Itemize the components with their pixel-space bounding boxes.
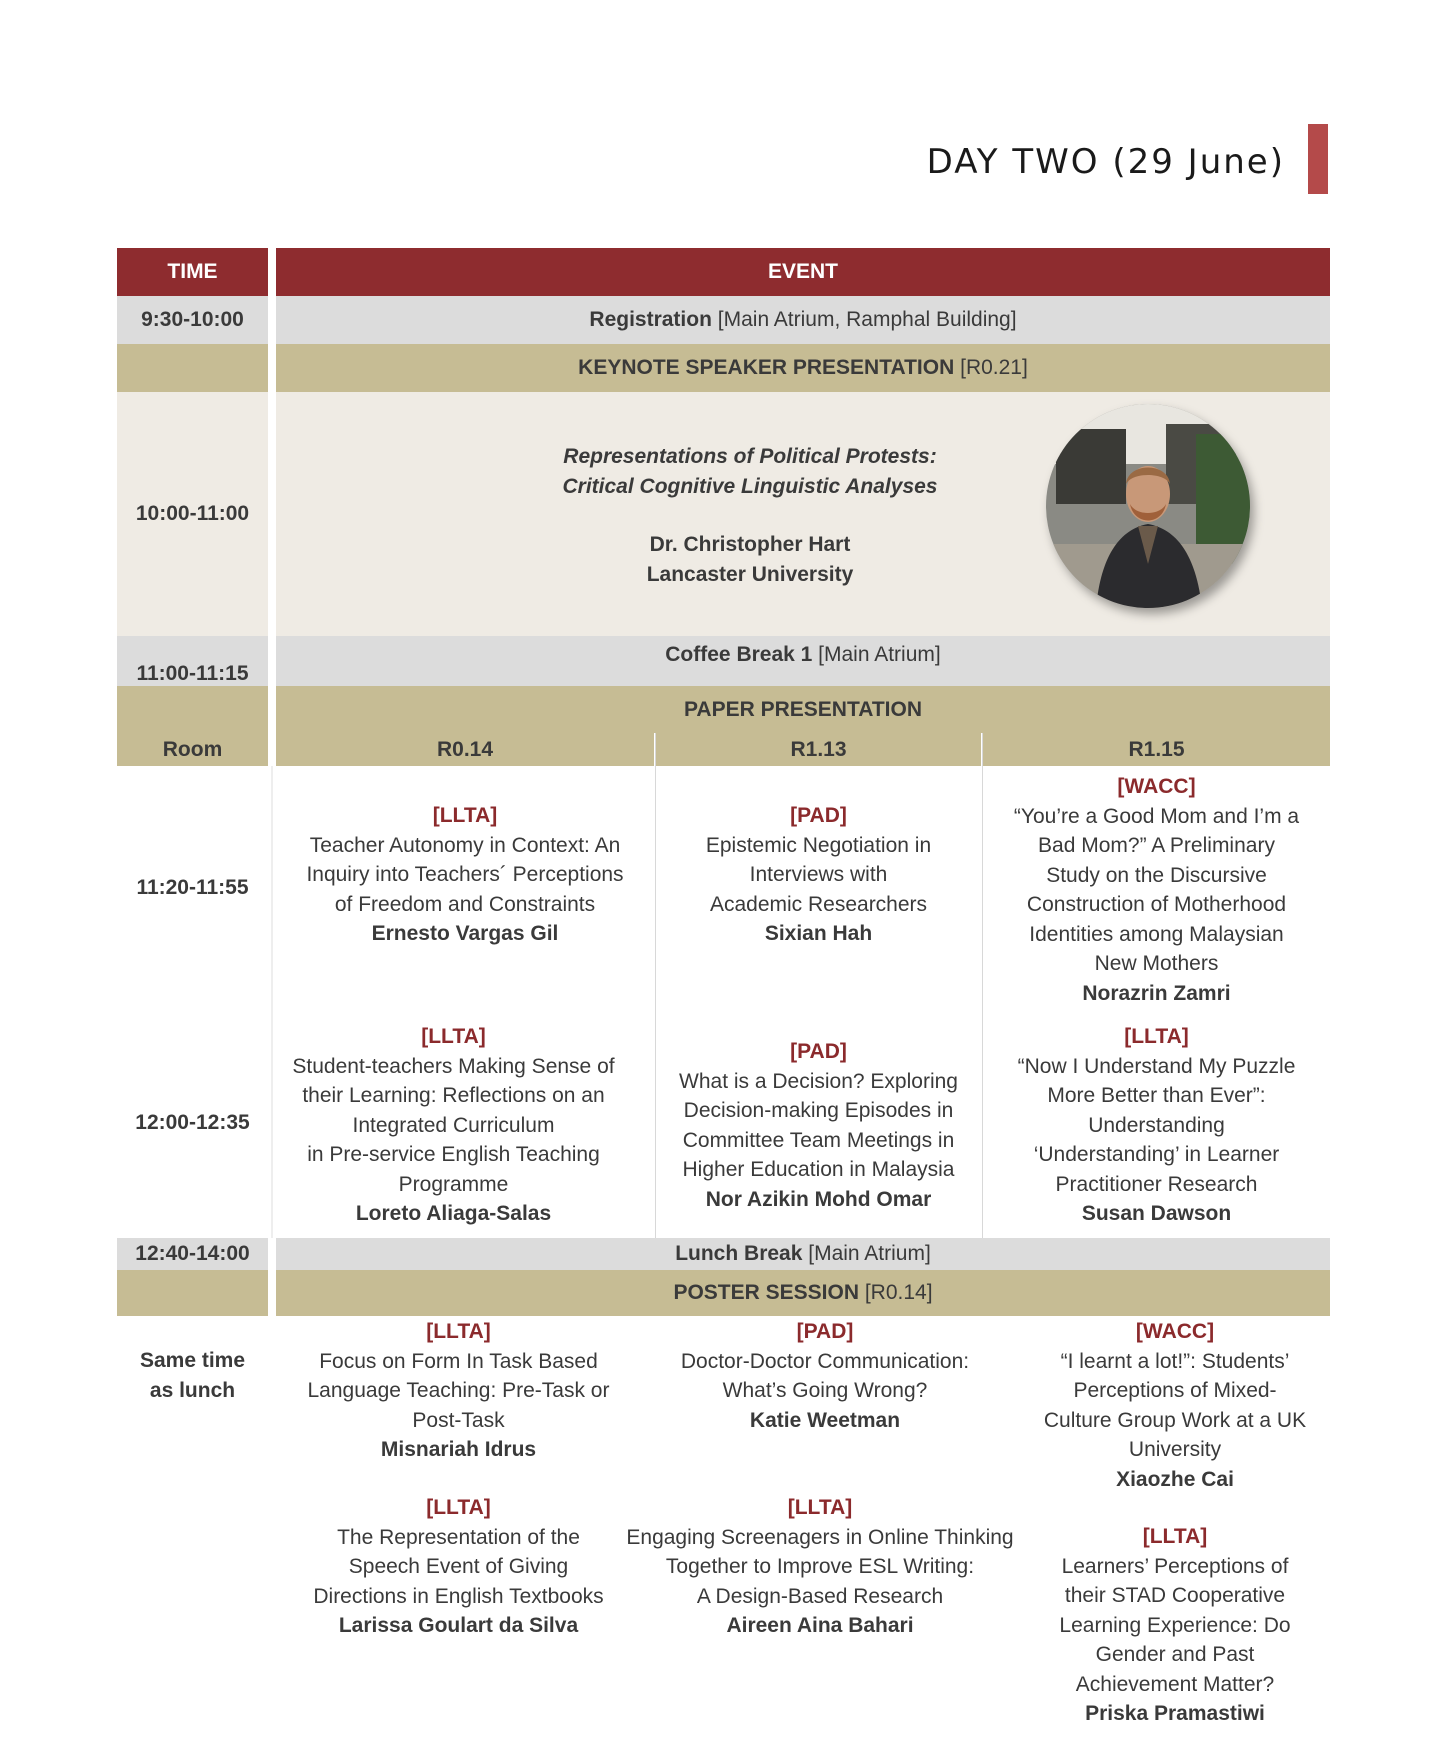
coffee-location: [Main Atrium]: [818, 643, 941, 666]
talk-title-line: Practitioner Research: [1055, 1172, 1258, 1196]
poster-author: Aireen Aina Bahari: [726, 1614, 914, 1637]
poster-author: Katie Weetman: [749, 1408, 901, 1432]
poster-title-line: Doctor-Doctor Communication:: [680, 1349, 970, 1373]
keynote-title-line-2: Critical Cognitive Linguistic Analyses: [562, 474, 938, 498]
header-event: EVENT: [276, 248, 1330, 296]
page-title: DAY TWO (29 June): [926, 142, 1285, 182]
talk-slot2-r115: [983, 1022, 1330, 1229]
talk-author: Nor Azikin Mohd Omar: [705, 1187, 932, 1211]
speaker-photo: [1046, 404, 1250, 608]
talk-title-line: More Better than Ever”:: [1047, 1084, 1266, 1107]
talk-title-line: their Learning: Reflections on an: [302, 1084, 605, 1107]
poster-title-line: Engaging Screenagers in Online Thinking: [626, 1525, 1014, 1549]
poster-author: Priska Pramastiwi: [1085, 1702, 1265, 1725]
talk-author: Loreto Aliaga-Salas: [355, 1202, 552, 1225]
poster-time-line: as lunch: [149, 1378, 236, 1402]
talk-slot1-r115: [983, 772, 1330, 1008]
paper-label: PAPER PRESENTATION: [276, 686, 1330, 733]
poster-title-line: What’s Going Wrong?: [722, 1379, 928, 1402]
poster-title-line: Achievement Matter?: [1075, 1672, 1275, 1696]
poster-author: Xiaozhe Cai: [1116, 1467, 1234, 1491]
talk-title-line: Bad Mom?” A Preliminary: [1038, 834, 1275, 857]
poster-label: [276, 1270, 1330, 1316]
poster-time: [117, 1346, 268, 1405]
talk-title-line: Programme: [398, 1172, 509, 1196]
talk-title-line: Student-teachers Making Sense of: [292, 1054, 615, 1078]
poster-title-line: Learning Experience: Do: [1059, 1613, 1291, 1637]
talk-title-line: “Now I Understand My Puzzle: [1017, 1054, 1296, 1078]
poster-tag: [LLTA]: [1142, 1525, 1208, 1548]
poster-title-line: Gender and Past: [1095, 1643, 1255, 1666]
column-divider: [271, 766, 273, 1238]
poster-tag: [WACC]: [1135, 1320, 1215, 1343]
lunch-location: [Main Atrium]: [808, 1242, 931, 1265]
poster-title-line: University: [1128, 1438, 1222, 1461]
talk-title-line: New Mothers: [1094, 952, 1219, 975]
poster-title-line: Learners’ Perceptions of: [1061, 1554, 1289, 1578]
talk-title-line: What is a Decision? Exploring: [679, 1069, 958, 1093]
talk-author: Ernesto Vargas Gil: [371, 922, 559, 945]
talk-title-line: Teacher Autonomy in Context: An: [309, 833, 621, 857]
poster-2-2: [610, 1493, 1030, 1641]
poster-tag: [LLTA]: [787, 1496, 853, 1519]
talk-slot2-r014: [276, 1022, 631, 1229]
poster-title-line: Speech Event of Giving: [348, 1555, 569, 1578]
room-r115: R1.15: [983, 733, 1330, 766]
poster-time-line: Same time: [139, 1349, 246, 1372]
talk-title-line: in Pre-service English Teaching: [307, 1143, 600, 1166]
talk-title-line: ‘Understanding’ in Learner: [1033, 1143, 1280, 1166]
poster-tag: [PAD]: [796, 1320, 854, 1343]
registration-name: Registration: [589, 308, 712, 331]
poster-tag: [LLTA]: [426, 1496, 491, 1519]
keynote-details: [500, 442, 1000, 589]
talk-title-line: Interviews with: [749, 863, 888, 886]
poster-author: Larissa Goulart da Silva: [338, 1614, 579, 1637]
lunch-name: Lunch Break: [675, 1242, 803, 1265]
poster-author: Misnariah Idrus: [380, 1438, 537, 1461]
poster-1-2: [655, 1317, 995, 1435]
poster-title-line: Directions in English Textbooks: [313, 1584, 604, 1608]
lunch-event: [276, 1238, 1330, 1270]
registration-event: [276, 296, 1330, 344]
room-label: Room: [117, 733, 268, 766]
talk-title-line: Construction of Motherhood: [1026, 893, 1287, 916]
keynote-affiliation: Lancaster University: [646, 562, 854, 586]
poster-title-line: Together to Improve ESL Writing:: [665, 1555, 975, 1578]
slot-2-time: 12:00-12:35: [135, 1111, 250, 1134]
keynote-time-blank: [117, 344, 268, 392]
poster-title-line: Language Teaching: Pre-Task or: [307, 1379, 610, 1402]
talk-title-line: of Freedom and Constraints: [334, 892, 596, 916]
poster-title-line: Focus on Form In Task Based: [319, 1349, 598, 1373]
poster-2-1: [276, 1493, 641, 1641]
talk-title-line: Inquiry into Teachers´ Perceptions: [306, 863, 624, 886]
talk-title-line: “You’re a Good Mom and I’m a: [1013, 804, 1300, 828]
coffee-time: 11:00-11:15: [117, 636, 268, 686]
title-accent-bar: [1308, 124, 1328, 194]
coffee-name: Coffee Break 1: [665, 643, 813, 666]
talk-title-line: Academic Researchers: [709, 892, 928, 916]
talk-title-line: Integrated Curriculum: [352, 1113, 555, 1137]
talk-tag: [PAD]: [790, 804, 847, 827]
registration-location: [Main Atrium, Ramphal Building]: [717, 308, 1017, 331]
talk-author: Susan Dawson: [1081, 1202, 1232, 1225]
talk-title-line: Study on the Discursive: [1046, 863, 1267, 887]
talk-tag: [LLTA]: [1124, 1025, 1189, 1048]
poster-title-line: Perceptions of Mixed-: [1073, 1379, 1277, 1402]
poster-title-line: Culture Group Work at a UK: [1043, 1408, 1307, 1432]
poster-title-line: “I learnt a lot!”: Students’: [1060, 1349, 1290, 1373]
poster-title-line: A Design-Based Research: [696, 1584, 944, 1608]
talk-title-line: Higher Education in Malaysia: [682, 1158, 955, 1181]
talk-tag: [WACC]: [1117, 775, 1196, 798]
coffee-event: [276, 636, 1330, 686]
keynote-time: 10:00-11:00: [117, 392, 268, 636]
talk-slot2-r113: [656, 1037, 981, 1214]
slot-1-time: 11:20-11:55: [136, 876, 249, 899]
poster-title-line: The Representation of the: [337, 1525, 580, 1549]
talk-author: Sixian Hah: [764, 922, 873, 945]
room-r113: R1.13: [656, 733, 981, 766]
paper-time-blank: [117, 686, 268, 733]
poster-title-line: their STAD Cooperative: [1064, 1584, 1286, 1607]
keynote-label-text: KEYNOTE SPEAKER PRESENTATION: [578, 356, 955, 379]
talk-tag: [LLTA]: [421, 1025, 486, 1048]
poster-2-3: [1010, 1522, 1340, 1729]
talk-slot1-r113: [656, 801, 981, 949]
poster-1-3: [1010, 1317, 1340, 1494]
talk-title-line: Identities among Malaysian: [1029, 922, 1284, 946]
keynote-room: [R0.21]: [960, 356, 1028, 379]
poster-room: [R0.14]: [864, 1281, 933, 1304]
talk-title-line: Epistemic Negotiation in: [705, 833, 932, 857]
talk-author: Norazrin Zamri: [1082, 981, 1231, 1005]
poster-title-line: Post-Task: [412, 1408, 505, 1432]
talk-title-line: Committee Team Meetings in: [682, 1128, 955, 1152]
poster-1-1: [276, 1317, 641, 1465]
keynote-speaker: Dr. Christopher Hart: [649, 533, 851, 556]
keynote-title-line-1: Representations of Political Protests:: [563, 445, 937, 468]
talk-tag: [PAD]: [790, 1040, 847, 1063]
talk-title-line: Understanding: [1088, 1113, 1225, 1137]
poster-time-blank: [117, 1270, 268, 1316]
header-time: TIME: [117, 248, 268, 296]
poster-label-text: POSTER SESSION: [673, 1281, 859, 1304]
poster-tag: [LLTA]: [426, 1320, 491, 1343]
talk-tag: [LLTA]: [432, 804, 498, 827]
talk-slot1-r014: [276, 801, 654, 949]
room-r014: R0.14: [276, 733, 654, 766]
lunch-time: 12:40-14:00: [117, 1238, 268, 1270]
registration-time: 9:30-10:00: [117, 296, 268, 344]
talk-title-line: Decision-making Episodes in: [683, 1099, 954, 1122]
keynote-label: [276, 344, 1330, 392]
